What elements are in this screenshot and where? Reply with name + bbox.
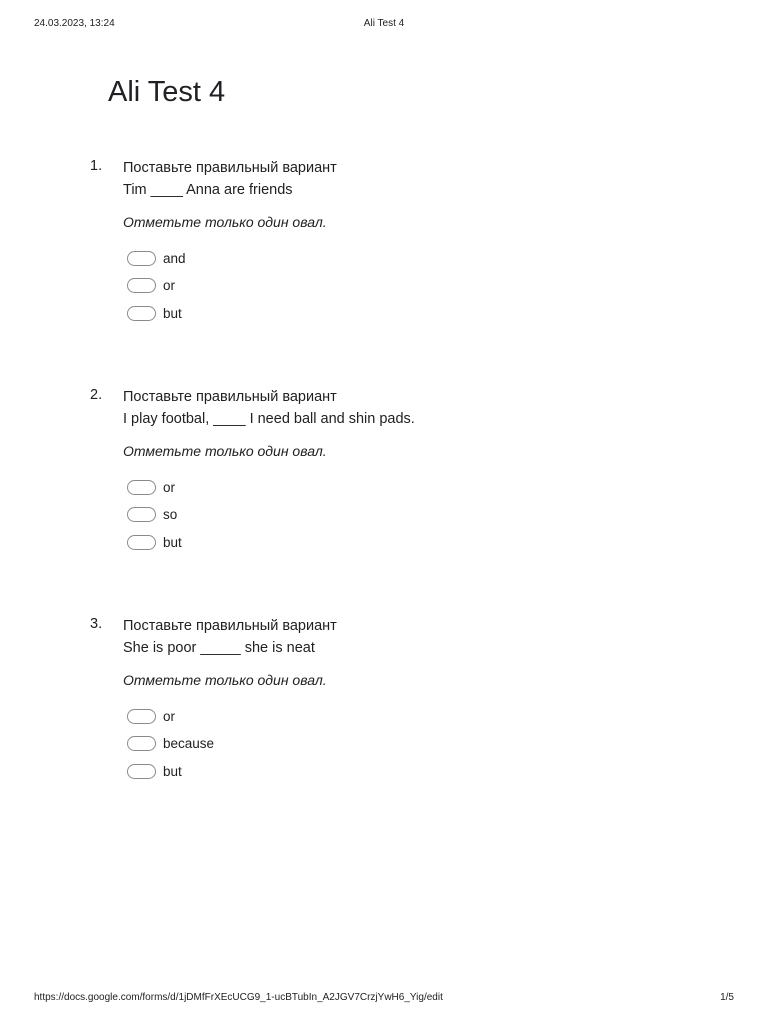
- option-but[interactable]: [123, 758, 683, 785]
- option-label: but: [163, 534, 182, 550]
- print-title: Ali Test 4: [363, 18, 405, 29]
- print-date: 24.03.2023, 13:24: [34, 18, 115, 29]
- options-list: [123, 245, 683, 327]
- radio-oval[interactable]: [127, 507, 156, 522]
- option-but[interactable]: [123, 300, 683, 327]
- question-hint: Отметьте только один овал.: [123, 443, 327, 459]
- option-label: so: [163, 507, 178, 523]
- print-footer: [34, 992, 734, 1006]
- form-title: Ali Test 4: [108, 76, 226, 108]
- question-hint: Отметьте только один овал.: [123, 672, 327, 688]
- radio-oval[interactable]: [127, 278, 156, 293]
- radio-oval[interactable]: [127, 709, 156, 724]
- option-or[interactable]: [123, 703, 683, 730]
- option-or[interactable]: [123, 474, 683, 501]
- radio-oval[interactable]: [127, 480, 156, 495]
- question-number: 3.: [90, 616, 103, 632]
- radio-oval[interactable]: [127, 535, 156, 550]
- option-or[interactable]: [123, 272, 683, 299]
- radio-oval[interactable]: [127, 251, 156, 266]
- options-list: [123, 474, 683, 556]
- option-and[interactable]: [123, 245, 683, 272]
- radio-oval[interactable]: [127, 736, 156, 751]
- option-label: but: [163, 763, 182, 779]
- option-but[interactable]: [123, 529, 683, 556]
- option-label: and: [163, 251, 186, 267]
- question-number: 1.: [90, 158, 103, 174]
- option-label: or: [163, 480, 176, 496]
- option-so[interactable]: [123, 501, 683, 528]
- options-list: [123, 703, 683, 785]
- question-title: Поставьте правильный вариант: [123, 160, 337, 176]
- radio-oval[interactable]: [127, 306, 156, 321]
- print-header: [34, 18, 734, 32]
- question-hint: Отметьте только один овал.: [123, 214, 327, 230]
- radio-oval[interactable]: [127, 764, 156, 779]
- page-number: 1/5: [720, 992, 734, 1003]
- question-title: Поставьте правильный вариант: [123, 389, 337, 405]
- question-number: 2.: [90, 387, 103, 403]
- question-text: Tim ____ Anna are friends: [123, 182, 293, 198]
- question-title: Поставьте правильный вариант: [123, 618, 337, 634]
- option-label: or: [163, 278, 176, 294]
- option-label: but: [163, 305, 182, 321]
- option-because[interactable]: [123, 730, 683, 757]
- print-url: https://docs.google.com/forms/d/1jDMfFrXEcUCG9_1-ucBTubIn_A2JGV7CrzjYwH6_Yig/edit: [34, 992, 443, 1003]
- option-label: because: [163, 736, 215, 752]
- question-text: She is poor _____ she is neat: [123, 640, 315, 656]
- option-label: or: [163, 709, 176, 725]
- question-text: I play footbal, ____ I need ball and shin pads.: [123, 411, 415, 427]
